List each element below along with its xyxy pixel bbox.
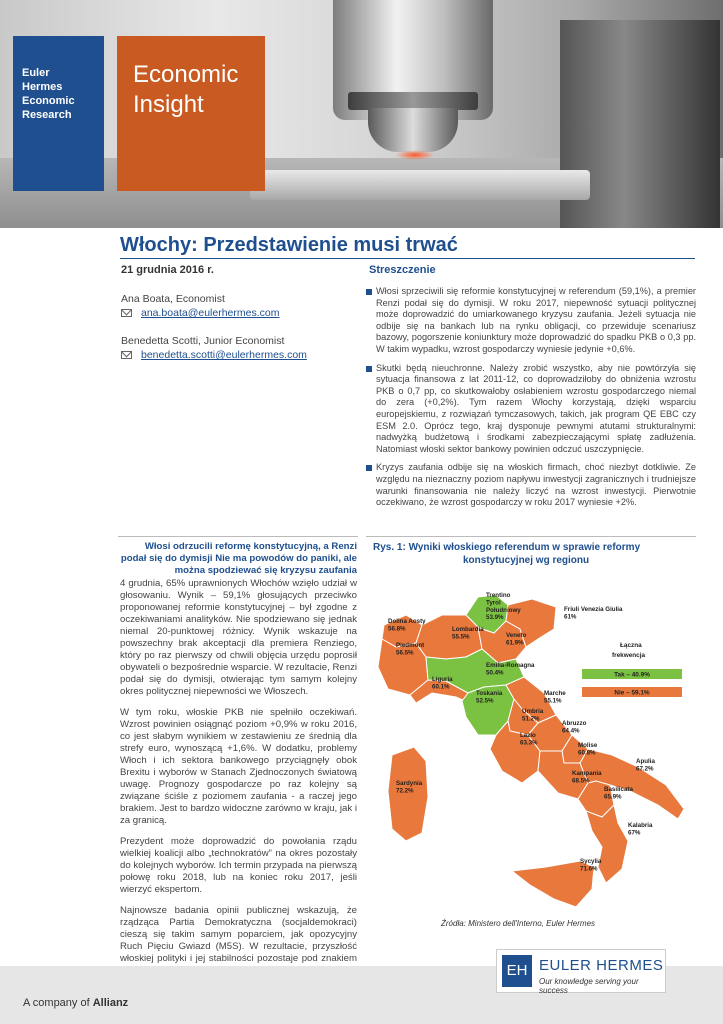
chart-title-line: konstytucyjnej wg regionu bbox=[463, 555, 590, 566]
eh-brand-name: EULER HERMES bbox=[539, 957, 664, 974]
article-title: Włochy: Przedstawienie musi trwać bbox=[120, 234, 458, 256]
region-label-apulia: Apulia 67.2% bbox=[636, 758, 655, 773]
header-photo bbox=[0, 0, 723, 228]
author-email-row bbox=[121, 306, 307, 320]
region-label-friuli-venezia-giulia: Friuli Venezia Giulia 61% bbox=[564, 606, 623, 621]
bullet-square-icon bbox=[366, 289, 372, 295]
author-name: Benedetta Scotti, Junior Economist bbox=[121, 335, 285, 347]
allianz-prefix: A company of bbox=[23, 997, 90, 1009]
publication-title-line: Economic bbox=[133, 61, 239, 88]
body-paragraph: W tym roku, włoskie PKB nie spełniło oczekiwań. Wzrost powinien osiągnąć poziom +0,9% w roku 2016, co jest słabym wynikiem w zestawieniu ze średnią dla strefy euro, wynoszącą +1,6%. W dodatku, problemy Włoch i ich sektora bankowego przyciągnęły obok Brexitu i wyborów w Stanach Zjednoczonych światową uwagę. Prognozy gospodarcze po raz kolejny są związane ściśle z poziomem zaufania - a raczej jego brakiem. Jest to bardzo widoczne zarówno w kraju, jak i za granicą. bbox=[120, 707, 357, 826]
publication-title-box bbox=[117, 36, 265, 191]
body-paragraph: 4 grudnia, 65% uprawnionych Włochów wzięło udział w głosowaniu. Wynik – 59,1% głosujących przeciwko proponowanej reformie konstytucyjnej – był zgodne z oczekiwaniami analityków. Nie spodziewano się jednak niemal 20-punktowej różnicy. Wynik wskazuje na powszechny brak akceptacji dla premiera Renziego, który po raz pierwszy od chwili objęcia urzędu poprosił obywateli o bezpośrednie wsparcie. W rezultacie, Renzi podał się do dymisji, otwierając tym samym kolejny okres politycznej niepewności we Włoszech. bbox=[120, 578, 357, 697]
summary-bullet bbox=[366, 462, 696, 508]
region-label-basilicata: Basilicata 65.9% bbox=[604, 786, 633, 801]
region-label-kampania: Kampania 68.5% bbox=[572, 770, 602, 785]
region-label-marche: Marche 55.1% bbox=[544, 690, 566, 705]
publisher-box bbox=[13, 36, 104, 191]
region-label-veneto: Veneto 61.9% bbox=[506, 632, 527, 647]
legend-title: Łączna frekwencja bbox=[612, 642, 646, 659]
author-email-link[interactable]: ana.boata@eulerhermes.com bbox=[141, 307, 280, 319]
allianz-name: Allianz bbox=[92, 997, 129, 1009]
section-divider bbox=[366, 536, 696, 537]
section-divider bbox=[118, 536, 358, 537]
publisher-line: Hermes bbox=[22, 81, 63, 93]
eh-logo-mark: EH bbox=[502, 955, 532, 987]
region-label-trentino-tyrol-południowy: Trentino Tyrol Południowy 53.9% bbox=[486, 592, 521, 622]
region-label-dolina-aosty: Dolina Aosty 56.8% bbox=[388, 618, 426, 633]
publisher-line: Research bbox=[22, 109, 72, 121]
title-divider bbox=[120, 258, 695, 259]
body-paragraph: Najnowsze badania opinii publicznej wskazują, że rządząca Partia Demokratyczna (socjaldemokraci) cieszą się takim samym poparciem, jak opozycyjny Ruch Pięciu Gwiazd (M5S). W rezultacie, przyszłość włoskiej polityki i jej stabilności pozostaje pod znakiem bbox=[120, 905, 357, 964]
region-label-piedmont: Piedmont 56.5% bbox=[396, 642, 425, 657]
lead-paragraph: Włosi odrzucili reformę konstytucyjną, a Renzi podał się do dymisji Nie ma powodów do paniki, ale można spodziewać się kryzysu zaufania bbox=[120, 541, 357, 576]
light-glow bbox=[395, 150, 435, 160]
region-label-sardynia: Sardynia 72.2% bbox=[396, 780, 423, 795]
envelope-icon bbox=[121, 351, 132, 359]
lens-tip bbox=[368, 108, 458, 152]
summary-bullet-text: Kryzys zaufania odbije się na włoskich firmach, choć niezbyt dotkliwie. Ze względu na nieznaczny poziom napływu inwestycji zagranicznych i trudniejsze warunki finansowania nie należy liczyć na wzrost inwestycji. Pierwotnie oczekiwano, że wzrost gospodarczy w roku 2017 wyniesie +2%. bbox=[376, 462, 696, 508]
body-text bbox=[120, 578, 357, 986]
body-paragraph: Prezydent może doprowadzić do powołania rządu wielkiej koalicji albo „technokratów” na okres pozostały do kolejnych wyborów. Ich termin przypada na pierwszą połowę roku 2018, lub na koniec roku 2017, jeśli wierzyć ekspertom. bbox=[120, 836, 357, 895]
microscope-stage bbox=[250, 170, 590, 200]
chart-title-line: Rys. 1: Wyniki włoskiego referendum w sprawie reformy bbox=[373, 542, 641, 553]
envelope-icon bbox=[121, 309, 132, 317]
region-label-lombardia: Lombardia 55.5% bbox=[452, 626, 484, 641]
article-date: 21 grudnia 2016 r. bbox=[121, 264, 214, 276]
chart-source: Źródła: Ministero dell'Interno, Euler Hermes bbox=[441, 919, 596, 928]
eh-tagline: Our knowledge serving your success bbox=[539, 977, 639, 995]
author-name: Ana Boata, Economist bbox=[121, 293, 225, 305]
region-label-sycylia: Sycylia 71.6% bbox=[580, 858, 602, 873]
publication-title-line: Insight bbox=[133, 91, 204, 118]
region-label-kalabria: Kalabria 67% bbox=[628, 822, 653, 837]
legend-label: Tak – 40.9% bbox=[614, 671, 650, 679]
legend-label: Nie – 59.1% bbox=[614, 689, 650, 697]
euler-hermes-logo bbox=[496, 949, 666, 993]
allianz-affiliation bbox=[23, 997, 128, 1009]
authors-block bbox=[121, 292, 307, 376]
summary-heading: Streszczenie bbox=[369, 264, 436, 276]
chart-title bbox=[373, 541, 693, 567]
bullet-square-icon bbox=[366, 465, 372, 471]
author-email-link[interactable]: benedetta.scotti@eulerhermes.com bbox=[141, 349, 307, 361]
region-label-umbria: Umbria 51.2% bbox=[522, 708, 544, 723]
region-label-lazio: Lazio 63.3% bbox=[520, 732, 538, 747]
summary-bullet-text: Skutki będą nieuchronne. Należy zrobić wszystko, aby nie powtórzyła się sytuacja finansowa z lat 2011-12, co doprowadziłoby do obniżenia wzrostu PKB o 0,7 pp, co skutkowałoby osłabieniem wzrostu gospodarczego niemal do zera (+0,2%). Tym razem Włochy korzystają, dzięki wsparciu europejskiemu, z rozwiązań tymczasowych, takich, jak program QE EBC czy ESM 2.0. Oprócz tego, kraj dysponuje pewnymi atutami strukturalnymi: nadwyżką budżetową i środkami zabezpieczającymi spłatę zadłużenia. Natomiast włoski sektor bankowy powinien odczuć uszczypnięcie. bbox=[376, 362, 696, 454]
italy-referendum-map bbox=[366, 585, 696, 915]
bullet-square-icon bbox=[366, 366, 372, 372]
region-label-abruzzo: Abruzzo 64.4% bbox=[562, 720, 587, 735]
region-label-emilia-romagna: Emilia-Romagna 50.4% bbox=[486, 662, 535, 677]
chart-legend bbox=[582, 642, 682, 697]
publisher-line: Euler bbox=[22, 67, 50, 79]
region-label-molise: Molise 60.8% bbox=[578, 742, 598, 757]
summary-list bbox=[366, 286, 696, 516]
region-label-toskania: Toskania 52.5% bbox=[476, 690, 503, 705]
summary-bullet-text: Włosi sprzeciwili się reformie konstytucyjnej w referendum (59,1%), a premier Renzi podał się do dymisji. W roku 2017, niepewność sytuacji politycznej może doprowadzić do umiarkowanego kryzysu zaufania. Jeżeli sytuacja nie odbije się na bankach lub na rynku obligacji, co przewiduje scenariusz bazowy, pogorszenie koniunktury może doprowadzić do spadku PKB o 0,3 pp. W takim wypadku, wzrost gospodarczy wyniesie jedynie +0,6%. bbox=[376, 286, 696, 354]
summary-bullet bbox=[366, 286, 696, 356]
publisher-line: Economic bbox=[22, 95, 75, 107]
summary-bullet bbox=[366, 363, 696, 456]
author-email-row bbox=[121, 348, 307, 362]
region-label-liguria: Liguria 60.1% bbox=[432, 676, 453, 691]
